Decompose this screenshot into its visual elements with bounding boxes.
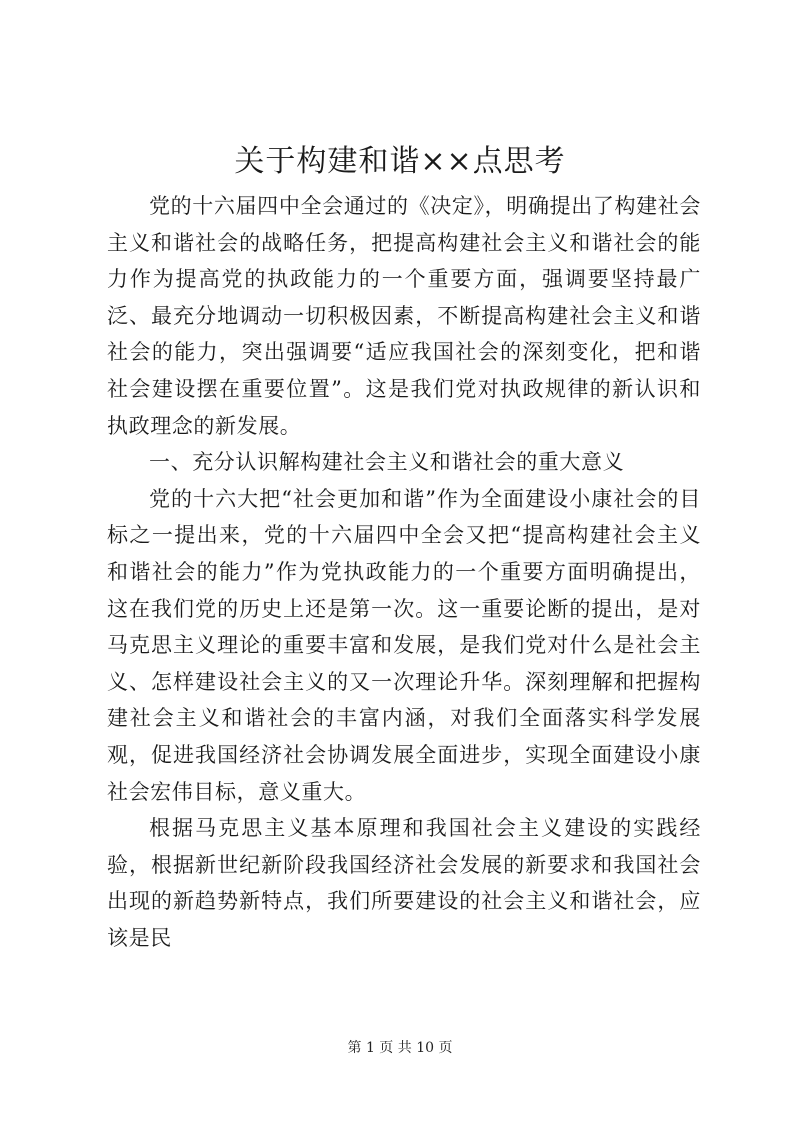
paragraph-principles: 根据马克思主义基本原理和我国社会主义建设的实践经验，根据新世纪新阶段我国经济社会发展的新要求和我国社会出现的新趋势新特点，我们所要建设的社会主义和谐社会，应该是民 [107,816,701,950]
paragraph-significance: 党的十六大把“社会更加和谐”作为全面建设小康社会的目标之一提出来，党的十六届四中全会又把“提高构建社会主义和谐社会的能力”作为党执政能力的一个重要方面明确提出，这在我们党的历史上还是第一次。这一重要论断的提出，是对马克思主义理论的重要丰富和发展，是我们党对什么是社会主义、怎样建设社会主义的又一次理论升华。深刻理解和把握构建社会主义和谐社会的丰富内涵，对我们全面落实科学发展观，促进我国经济社会协调发展全面进步，实现全面建设小康社会宏伟目标，意义重大。 [107,486,701,804]
section-heading-1: 一、充分认识解构建社会主义和谐社会的重大意义 [149,450,625,475]
document-title: 关于构建和谐××点思考 [234,144,566,179]
paragraph-intro: 党的十六届四中全会通过的《决定》，明确提出了构建社会主义和谐社会的战略任务，把提高构建社会主义和谐社会的能力作为提高党的执政能力的一个重要方面，强调要坚持最广泛、最充分地调动一切积极因素，不断提高构建社会主义和谐社会的能力，突出强调要“适应我国社会的深刻变化，把和谐社会建设摆在重要位置”。这是我们党对执政规律的新认识和执政理念的新发展。 [107,194,701,438]
document-body [107,188,701,956]
page-footer: 第 1 页 共 10 页 [347,1040,453,1056]
